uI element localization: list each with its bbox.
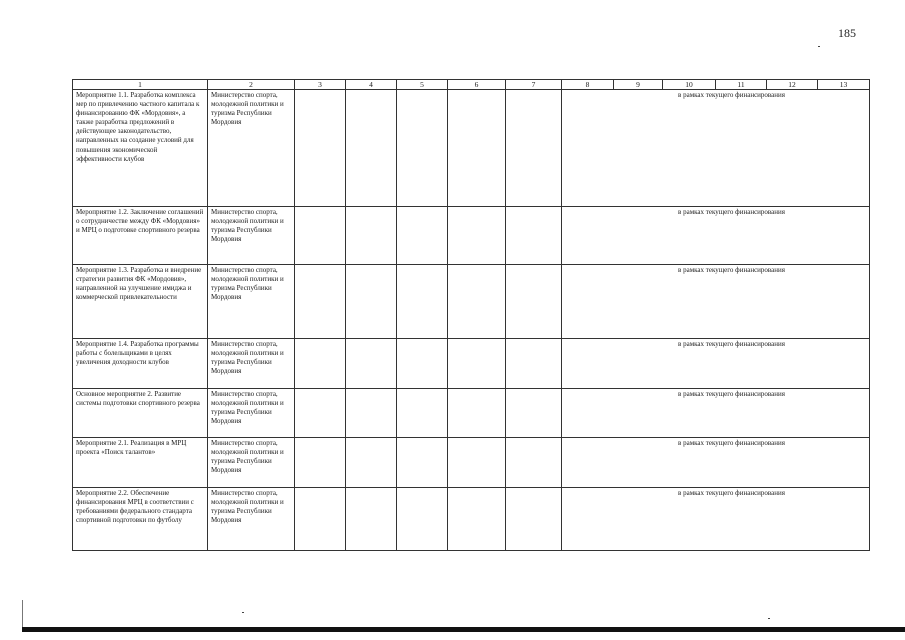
empty-cell <box>397 207 448 265</box>
column-number: 13 <box>818 80 870 90</box>
column-number: 9 <box>614 80 663 90</box>
empty-cell <box>346 265 397 339</box>
empty-cell <box>448 265 506 339</box>
financing-cell <box>562 339 870 389</box>
column-number: 5 <box>397 80 448 90</box>
empty-cell <box>295 207 346 265</box>
table-row <box>73 389 870 438</box>
financing-text: в рамках текущего финансирования <box>678 208 785 216</box>
empty-cell <box>448 438 506 488</box>
executor-cell: Министерство спорта, молодежной политики и туризма Республики Мордовия <box>208 265 295 339</box>
empty-cell <box>506 90 562 207</box>
empty-cell <box>506 339 562 389</box>
empty-cell <box>346 207 397 265</box>
measure-cell: Основное мероприятие 2. Развитие системы подготовки спортивного резерва <box>73 389 208 438</box>
measure-cell: Мероприятие 2.2. Обеспечение финансирования МРЦ в соответствии с требованиями федерального стандарта спортивной подготовки по футболу <box>73 488 208 551</box>
empty-cell <box>295 265 346 339</box>
measure-cell: Мероприятие 1.3. Разработка и внедрение стратегии развития ФК «Мордовия», направленной на улучшение имиджа и коммерческой привлекательности <box>73 265 208 339</box>
empty-cell <box>295 488 346 551</box>
empty-cell <box>506 207 562 265</box>
column-number: 2 <box>208 80 295 90</box>
scan-speck <box>818 46 820 47</box>
empty-cell <box>295 90 346 207</box>
empty-cell <box>295 339 346 389</box>
table-row <box>73 90 870 207</box>
empty-cell <box>506 389 562 438</box>
table-row <box>73 438 870 488</box>
empty-cell <box>448 488 506 551</box>
financing-text: в рамках текущего финансирования <box>678 91 785 99</box>
empty-cell <box>448 389 506 438</box>
executor-cell: Министерство спорта, молодежной политики и туризма Республики Мордовия <box>208 438 295 488</box>
empty-cell <box>448 339 506 389</box>
executor-cell: Министерство спорта, молодежной политики и туризма Республики Мордовия <box>208 488 295 551</box>
empty-cell <box>448 207 506 265</box>
program-measures-table <box>72 79 870 551</box>
empty-cell <box>397 438 448 488</box>
measure-cell: Мероприятие 2.1. Реализация в МРЦ проекта «Поиск талантов» <box>73 438 208 488</box>
column-number: 1 <box>73 80 208 90</box>
table-header-row <box>73 80 870 90</box>
scan-speck <box>242 612 244 613</box>
column-number: 4 <box>346 80 397 90</box>
financing-text: в рамках текущего финансирования <box>678 489 785 497</box>
measure-cell: Мероприятие 1.1. Разработка комплекса мер по привлечению частного капитала к финансированию ФК «Мордовия», а также разработка предложений в действующее законодательство, направленных на создание условий для повышения экономической эффективности клубов <box>73 90 208 207</box>
column-number: 3 <box>295 80 346 90</box>
table-row <box>73 488 870 551</box>
financing-cell <box>562 438 870 488</box>
empty-cell <box>346 438 397 488</box>
empty-cell <box>506 438 562 488</box>
executor-cell: Министерство спорта, молодежной политики и туризма Республики Мордовия <box>208 339 295 389</box>
financing-cell <box>562 207 870 265</box>
table-row <box>73 339 870 389</box>
empty-cell <box>397 488 448 551</box>
empty-cell <box>506 488 562 551</box>
scan-bottom-border <box>22 627 905 632</box>
scan-left-edge <box>22 600 23 628</box>
scan-speck <box>768 618 770 619</box>
empty-cell <box>346 90 397 207</box>
column-number: 7 <box>506 80 562 90</box>
empty-cell <box>295 438 346 488</box>
financing-cell <box>562 389 870 438</box>
column-number: 6 <box>448 80 506 90</box>
financing-text: в рамках текущего финансирования <box>678 390 785 398</box>
executor-cell: Министерство спорта, молодежной политики и туризма Республики Мордовия <box>208 207 295 265</box>
table-row <box>73 265 870 339</box>
empty-cell <box>397 339 448 389</box>
financing-text: в рамках текущего финансирования <box>678 266 785 274</box>
executor-cell: Министерство спорта, молодежной политики и туризма Республики Мордовия <box>208 389 295 438</box>
financing-cell <box>562 488 870 551</box>
empty-cell <box>295 389 346 438</box>
measure-cell: Мероприятие 1.4. Разработка программы работы с болельщиками в целях увеличения доходности клубов <box>73 339 208 389</box>
empty-cell <box>448 90 506 207</box>
empty-cell <box>346 339 397 389</box>
column-number: 11 <box>716 80 767 90</box>
empty-cell <box>506 265 562 339</box>
measure-cell: Мероприятие 1.2. Заключение соглашений о сотрудничестве между ФК «Мордовия» и МРЦ о подготовке спортивного резерва <box>73 207 208 265</box>
empty-cell <box>397 90 448 207</box>
page-number: 185 <box>838 26 856 40</box>
empty-cell <box>346 389 397 438</box>
financing-text: в рамках текущего финансирования <box>678 439 785 447</box>
table-row <box>73 207 870 265</box>
column-number: 10 <box>663 80 716 90</box>
column-number: 12 <box>767 80 818 90</box>
empty-cell <box>397 265 448 339</box>
empty-cell <box>346 488 397 551</box>
column-number: 8 <box>562 80 614 90</box>
executor-cell: Министерство спорта, молодежной политики и туризма Республики Мордовия <box>208 90 295 207</box>
financing-cell <box>562 90 870 207</box>
financing-cell <box>562 265 870 339</box>
financing-text: в рамках текущего финансирования <box>678 340 785 348</box>
empty-cell <box>397 389 448 438</box>
